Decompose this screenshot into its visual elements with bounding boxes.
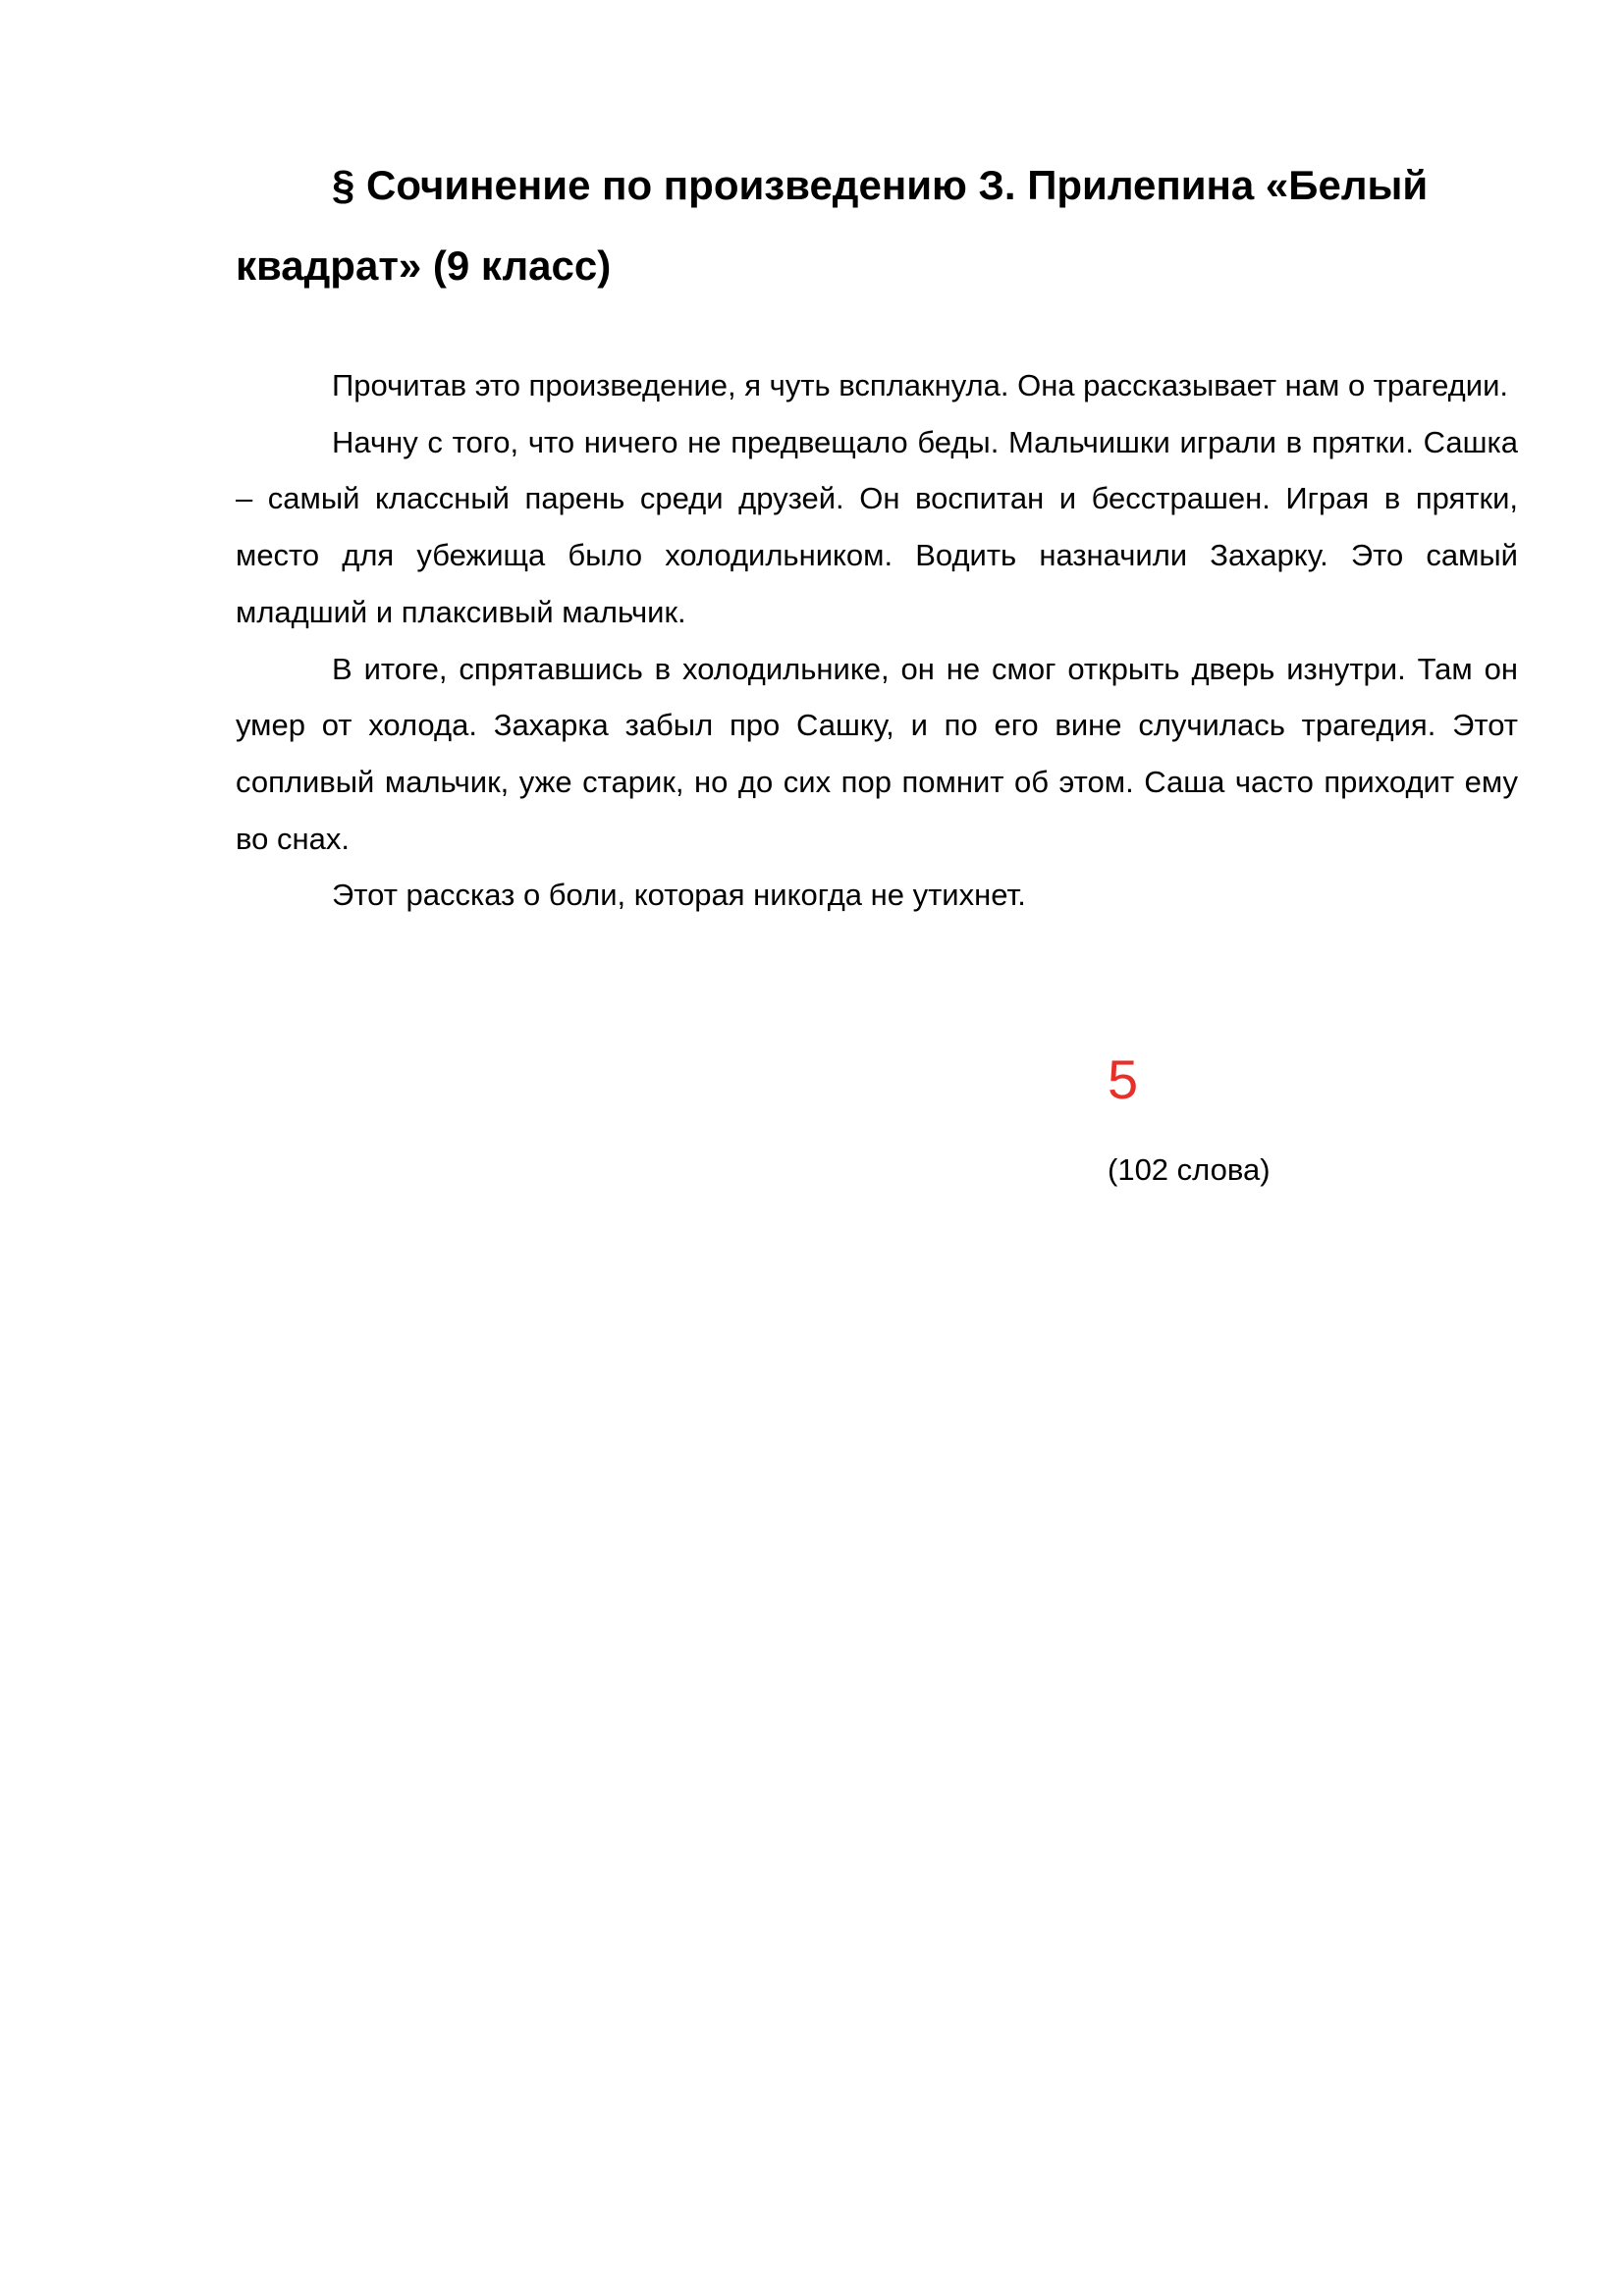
paragraph: Начну с того, что ничего не предвещало беды. Мальчишки играли в прятки. Сашка – самый классный парень среди друзей. Он воспитан и бесстрашен. Играя в прятки, место для убежища было холодильником. Водить назначили Захарку. Это самый младший и плаксивый мальчик.	[236, 424, 1518, 629]
paragraph: Прочитав это произведение, я чуть всплакнула. Она рассказывает нам о трагедии.	[332, 368, 1508, 402]
essay-title: § Сочинение по произведению З. Прилепина «Белый квадрат» (9 класс)	[236, 162, 1429, 289]
paragraph: В итоге, спрятавшись в холодильнике, он не смог открыть дверь изнутри. Там он умер от холода. Захарка забыл про Сашку, и по его вине случилась трагедия. Этот сопливый мальчик, уже старик, но до сих пор помнит об этом. Саша часто приходит ему во снах.	[236, 651, 1518, 856]
word-count: (102 слова)	[1108, 1152, 1271, 1187]
grade-mark: 5	[1108, 1048, 1139, 1110]
paragraph: Этот рассказ о боли, которая никогда не утихнет.	[332, 878, 1026, 913]
essay-body	[236, 357, 1518, 924]
